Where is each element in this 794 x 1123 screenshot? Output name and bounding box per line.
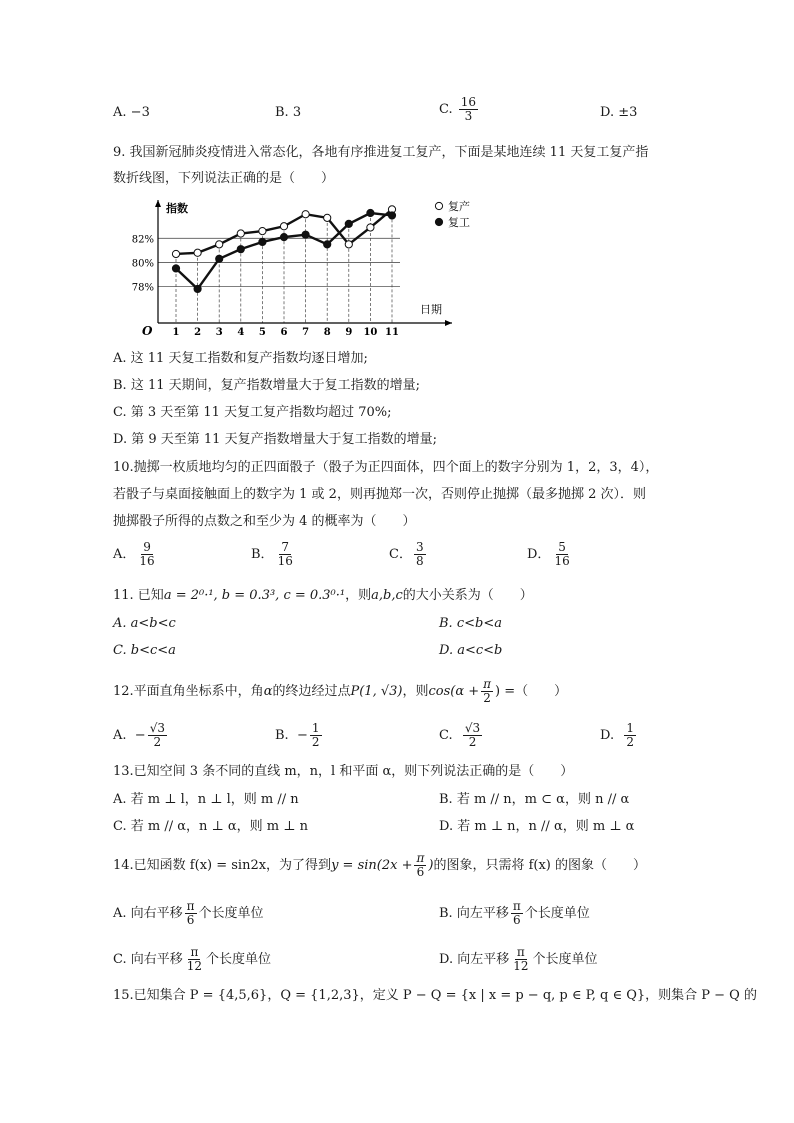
q12-stem: 12.平面直角坐标系中，角α的终边经过点P(1, √3)，则cos(α + $\frac{\pi}{2}$ ) =（ ） (113, 677, 568, 705)
q8-option-d: D. ±3 (600, 105, 638, 120)
q10-stem-line1: 10.抛掷一枚质地均匀的正四面骰子（骰子为正四面体，四个面上的数字分别为 1，2，3，4）， (113, 460, 659, 475)
x-tick-label: 3 (215, 327, 223, 338)
x-axis-arrow (445, 320, 452, 326)
q9-option-b: B. 这 11 天期间，复产指数增量大于复工指数的增量; (113, 378, 421, 393)
fuchan-point (194, 249, 201, 256)
fuchan-point (324, 214, 331, 221)
legend-label: 复产 (448, 200, 470, 213)
fugong-point (172, 265, 179, 272)
q13-stem: 13.已知空间 3 条不同的直线 m，n，l 和平面 α，则下列说法正确的是（ ） (113, 764, 574, 779)
fugong-point (302, 231, 309, 238)
x-tick-label: 2 (194, 327, 202, 338)
q12-option-d: D. $\frac{1}{2}$ (600, 721, 634, 749)
fuchan-point (172, 250, 179, 257)
x-tick-label: 8 (323, 327, 331, 338)
q14-option-b: B. 向左平移 $\frac{\pi}{6}$ 个长度单位 (439, 899, 590, 927)
y-tick-label: 80% (131, 258, 154, 270)
q13-option-c: C. 若 m // α，n ⊥ α，则 m ⊥ n (113, 819, 308, 834)
q11-option-b: B. c<b<a (439, 616, 502, 631)
q10-option-d: D． $\frac{5}{16}$ (527, 540, 570, 568)
q8-option-a: A. −3 (113, 105, 150, 120)
fuchan-point (345, 241, 352, 248)
fugong-point (367, 209, 374, 216)
q9-stem-line1: 9. 我国新冠肺炎疫情进入常态化，各地有序推进复工复产，下面是某地连续 11 天复工复产指 (113, 145, 649, 160)
legend-label: 复工 (448, 216, 470, 229)
q15-stem: 15.已知集合 P = {4,5,6}，Q = {1,2,3}，定义 P − Q = {x | x = p − q, p ∈ P, q ∈ Q}，则集合 P − Q 的 (113, 988, 757, 1003)
q9-option-c: C. 第 3 天至第 11 天复工复产指数均超过 70%; (113, 405, 392, 420)
legend-marker (435, 218, 442, 225)
x-tick-label: 9 (345, 327, 353, 338)
y-tick-label: 78% (131, 282, 154, 294)
y-axis-label: 指数 (166, 202, 188, 215)
q8-option-c: C. $\frac{16}{3}$ (439, 95, 477, 123)
q14-option-d: D. 向左平移 $\frac{\pi}{12}$ 个长度单位 (439, 945, 598, 973)
q10-option-b: B． $\frac{7}{16}$ (251, 540, 293, 568)
fugong-point (280, 234, 287, 241)
fugong-point (194, 285, 201, 292)
q12-option-b: B. − $\frac{1}{2}$ (275, 721, 320, 749)
q9-stem-line2: 数折线图，下列说法正确的是（ ） (113, 171, 335, 186)
fugong-point (237, 246, 244, 253)
fugong-point (388, 212, 395, 219)
fuchan-point (259, 227, 266, 234)
q13-option-b: B. 若 m // n，m ⊂ α，则 n // α (439, 792, 630, 807)
q14-option-c: C. 向右平移 $\frac{\pi}{12}$ 个长度单位 (113, 945, 272, 973)
x-tick-label: 7 (302, 327, 310, 338)
index-line-chart (130, 195, 490, 345)
fuchan-point (280, 223, 287, 230)
q13-option-d: D. 若 m ⊥ n，n // α，则 m ⊥ α (439, 819, 635, 834)
q13-option-a: A. 若 m ⊥ l，n ⊥ l，则 m // n (113, 792, 299, 807)
q11-expression: a = 2⁰·¹, b = 0.3³, c = 0.3⁰·¹ (163, 588, 346, 603)
fugong-point (259, 238, 266, 245)
q8-option-b: B. 3 (275, 105, 302, 120)
origin-label: O (142, 324, 153, 338)
q11-stem: 11. 已知a = 2⁰·¹, b = 0.3³, c = 0.3⁰·¹，则a,b,c的大小关系为（ ） (113, 588, 533, 603)
q10-option-a: A． $\frac{9}{16}$ (113, 540, 155, 568)
fugong-point (216, 255, 223, 262)
fuchan-point (216, 241, 223, 248)
x-tick-label: 6 (280, 327, 288, 338)
x-tick-label: 11 (385, 327, 399, 338)
q14-option-a: A. 向右平移 $\frac{\pi}{6}$ 个长度单位 (113, 899, 264, 927)
fuchan-point (237, 230, 244, 237)
fuchan-point (302, 211, 309, 218)
q10-stem-line3: 抛掷骰子所得的点数之和至少为 4 的概率为（ ） (113, 514, 416, 529)
q8-c-fraction: $\frac{16}{3}$ (460, 95, 477, 123)
q12-point: P(1, √3) (350, 684, 403, 699)
q12-option-c: C. $\frac{√3}{2}$ (439, 721, 481, 749)
q14-stem: 14.已知函数 f(x) = sin2x，为了得到y = sin(2x + $\frac{\pi}{6}$ )的图象，只需将 f(x) 的图象（ ） (113, 851, 646, 879)
q9-option-d: D. 第 9 天至第 11 天复产指数增量大于复工指数的增量; (113, 432, 437, 447)
x-tick-label: 4 (237, 327, 245, 338)
y-axis-arrow (155, 200, 161, 207)
fugong-point (345, 220, 352, 227)
q10-stem-line2: 若骰子与桌面接触面上的数字为 1 或 2，则再抛郑一次，否则停止抛掷（最多抛掷 2 次）．则 (113, 487, 646, 502)
q11-option-c: C. b<c<a (113, 643, 176, 658)
fuchan-point (367, 224, 374, 231)
fugong-point (324, 241, 331, 248)
q9-option-a: A. 这 11 天复工指数和复产指数均逐日增加; (113, 351, 368, 366)
x-tick-label: 1 (172, 327, 180, 338)
q12-option-a: A. − $\frac{√3}{2}$ (113, 721, 165, 749)
x-axis-label: 日期 (420, 303, 442, 316)
y-tick-label: 82% (131, 234, 154, 246)
x-tick-label: 10 (363, 327, 378, 338)
legend-marker (435, 202, 442, 209)
q10-option-c: C． $\frac{3}{8}$ (389, 540, 424, 568)
x-tick-label: 5 (258, 327, 266, 338)
q11-option-d: D. a<c<b (439, 643, 503, 658)
q11-option-a: A. a<b<c (113, 616, 176, 631)
